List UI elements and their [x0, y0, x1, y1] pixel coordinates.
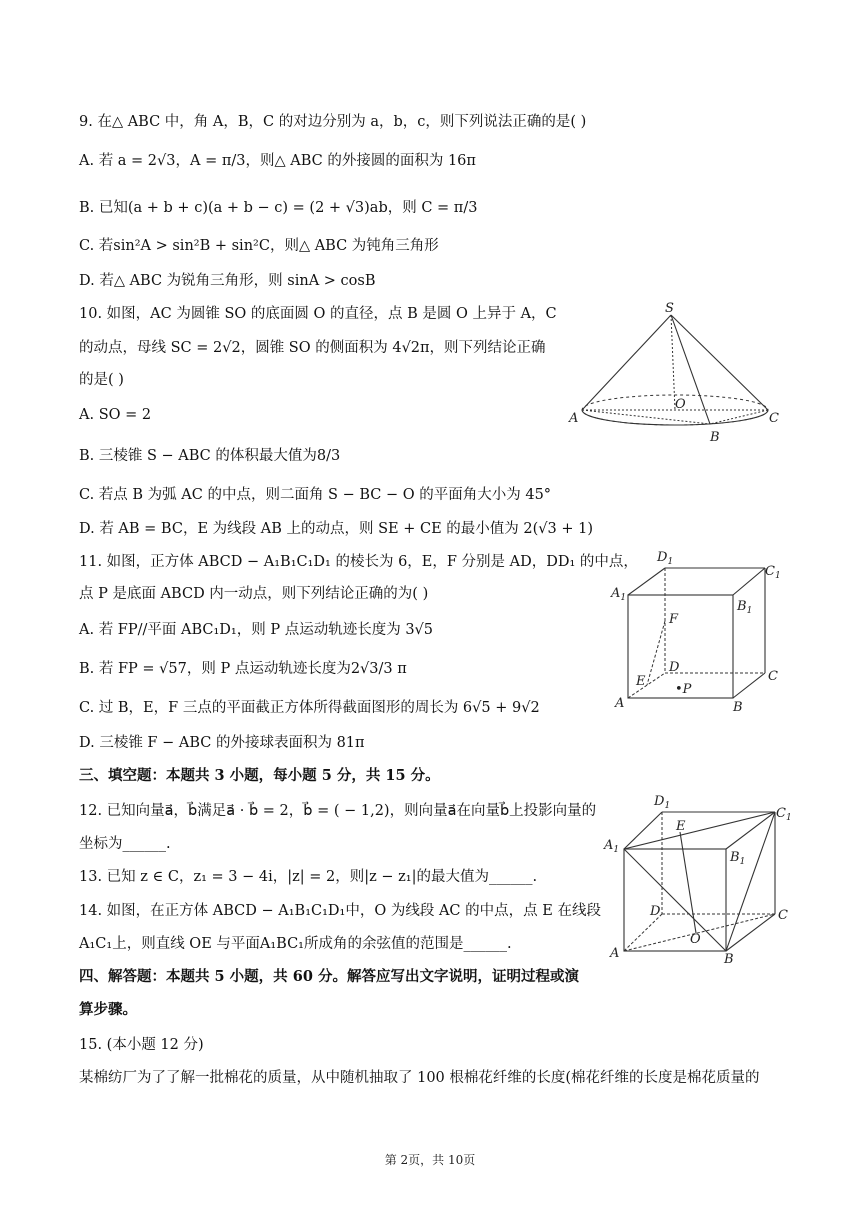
q13: 13. 已知 z ∈ C，z₁ = 3 − 4i，|z| = 2，则|z − z₁|的最大值为______. [79, 869, 538, 885]
cube2-label-a: A [610, 946, 620, 961]
cone-label-b: B [710, 430, 720, 445]
cube1-label-e: E [636, 674, 646, 689]
cube2-label-d1: $D_1$ [654, 794, 671, 811]
cube1-label-a1: $A_1$ [611, 586, 627, 603]
q10-option-c: C. 若点 B 为弧 AC 的中点，则二面角 S − BC − O 的平面角大小为 45° [79, 487, 552, 503]
cone-label-s: S [665, 301, 674, 316]
q14-line2: A₁C₁上，则直线 OE 与平面A₁BC₁所成角的余弦值的范围是______. [79, 936, 512, 952]
cone-label-o: O [675, 397, 686, 412]
q9-option-c: C. 若sin²A > sin²B + sin²C，则△ ABC 为钝角三角形 [79, 238, 439, 254]
q11-option-a: A. 若 FP//平面 ABC₁D₁，则 P 点运动轨迹长度为 3√5 [79, 622, 434, 638]
cube1-label-d: D [669, 660, 680, 675]
cube1-label-p: •P [675, 682, 692, 697]
q15-title: 15. (本小题 12 分) [79, 1037, 204, 1053]
cone-figure [565, 300, 785, 450]
cube2-label-c1: $C_1$ [776, 806, 792, 823]
cube2-label-a1: $A_1$ [604, 838, 620, 855]
cube1-label-b1: $B_1$ [737, 599, 753, 616]
section-4-heading-line1: 四、解答题：本题共 5 小题，共 60 分。解答应写出文字说明，证明过程或演 [79, 968, 579, 985]
q10-option-a: A. SO = 2 [79, 407, 152, 423]
q11-stem-line2: 点 P 是底面 ABCD 内一动点，则下列结论正确的为( ) [79, 586, 429, 602]
cube1-label-b: B [733, 700, 743, 715]
q9-option-b: B. 已知(a + b + c)(a + b − c) = (2 + √3)ab，则 C = π/3 [79, 200, 478, 216]
q15-line1: 某棉纺厂为了了解一批棉花的质量，从中随机抽取了 100 根棉花纤维的长度(棉花纤维的长度是棉花质量的 [79, 1070, 760, 1086]
q11-option-b: B. 若 FP = √57，则 P 点运动轨迹长度为2√3/3 π [79, 661, 407, 677]
q9-option-a: A. 若 a = 2√3，A = π/3，则△ ABC 的外接圆的面积为 16π [79, 153, 476, 169]
q10-stem-line3: 的是( ) [79, 372, 124, 388]
cube1-figure [605, 545, 785, 715]
q11-option-d: D. 三棱锥 F − ABC 的外接球表面积为 81π [79, 735, 365, 751]
q12-line2: 坐标为______. [79, 836, 171, 852]
cube1-label-c1: $C_1$ [765, 564, 781, 581]
cube1-label-d1: $D_1$ [657, 550, 674, 567]
section-3-heading: 三、填空题：本题共 3 小题，每小题 5 分，共 15 分。 [79, 767, 440, 784]
cube2-label-c: C [778, 908, 788, 923]
q11-option-c: C. 过 B，E，F 三点的平面截正方体所得截面图形的周长为 6√5 + 9√2 [79, 700, 540, 716]
cube2-label-b: B [724, 952, 734, 967]
q10-stem-line1: 10. 如图，AC 为圆锥 SO 的底面圆 O 的直径，点 B 是圆 O 上异于 A，C [79, 306, 557, 322]
cube2-figure [600, 787, 790, 967]
cube2-label-e: E [676, 819, 686, 834]
q11-stem-line1: 11. 如图，正方体 ABCD − A₁B₁C₁D₁ 的棱长为 6，E，F 分别是 AD，DD₁ 的中点， [79, 554, 638, 570]
cube1-label-f: F [669, 612, 679, 627]
q14-line1: 14. 如图，在正方体 ABCD − A₁B₁C₁D₁中，O 为线段 AC 的中点，点 E 在线段 [79, 903, 601, 919]
cube1-label-a: A [615, 696, 625, 711]
q10-stem-line2: 的动点，母线 SC = 2√2，圆锥 SO 的侧面积为 4√2π，则下列结论正确 [79, 340, 546, 356]
cube2-label-o: O [690, 932, 701, 947]
q12-line1: 12. 已知向量a⃗，b⃗满足a⃗ · b⃗ = 2，b⃗ = ( − 1,2)，则向量a⃗在向量b⃗上投影向量的 [79, 803, 597, 819]
cone-label-a: A [569, 411, 579, 426]
page-footer: 第 2页，共 10页 [384, 1153, 476, 1167]
q9-option-d: D. 若△ ABC 为锐角三角形，则 sinA > cosB [79, 273, 376, 289]
cube1-label-c: C [768, 669, 778, 684]
q10-option-d: D. 若 AB = BC，E 为线段 AB 上的动点，则 SE + CE 的最小值为 2(√3 + 1) [79, 521, 593, 537]
cone-label-c: C [769, 411, 779, 426]
cube2-label-b1: $B_1$ [730, 850, 746, 867]
q10-option-b: B. 三棱锥 S − ABC 的体积最大值为8/3 [79, 448, 341, 464]
section-4-heading-line2: 算步骤。 [79, 1001, 137, 1018]
cube2-label-d: D [650, 904, 661, 919]
q9-stem: 9. 在△ ABC 中，角 A，B，C 的对边分别为 a，b，c，则下列说法正确的是( ) [79, 114, 587, 130]
